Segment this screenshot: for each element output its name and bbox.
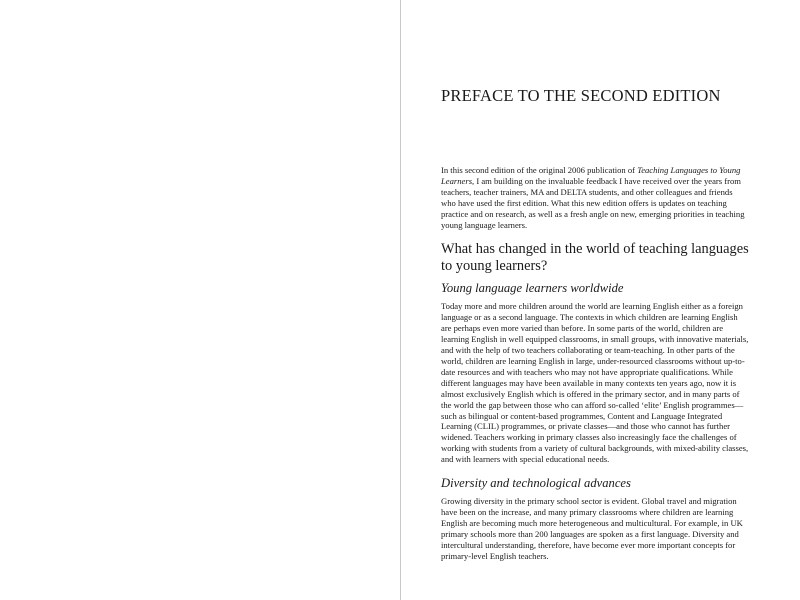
book-title: Teaching Languages to Young Learners [441, 165, 741, 186]
right-page [401, 0, 800, 600]
intro-paragraph [441, 165, 749, 230]
subsection-heading-worldwide: Young language learners worldwide [441, 281, 624, 296]
diversity-paragraph: Growing diversity in the primary school sector is evident. Global travel and migration have been on the increase, and many primary classrooms where children are learning English are becoming much more heterogeneous and multicultural. For example, in UK primary schools more than 200 languages are spoken as a first language. Diversity and intercultural understanding, therefore, have become ever more important concepts for primary-level English teachers. [441, 496, 743, 561]
worldwide-paragraph: Today more and more children around the world are learning English either as a foreign language or as a second language. The contexts in which children are learning English are perhaps even more varied than before. In some parts of the world, children are learning English in well equipped classrooms, in small groups, with innovative materials, and with the help of two teachers collaborating or team-teaching. In other parts of the world, children are learning English in large, under-resourced classrooms without up-to-date resources and with teachers who may not have appropriate qualifications. While different languages may have been available in many contexts ten years ago, now it is almost exclusively English which is offered in the primary sector, and in many parts of the world the gap between those who can afford so-called ‘elite’ English programmes—such as bilingual or content-based programmes, Content and Language Integrated Learning (CLIL) programmes, or private classes—and those who cannot has further widened. Teachers working in primary classes also increasingly face the challenges of working with students from a variety of cultural backgrounds, with mixed-ability classes, and with learners with special educational needs. [441, 301, 749, 465]
subsection-heading-diversity: Diversity and technological advances [441, 476, 631, 491]
intro-text-start: In this second edition of the original 2006 publication of [441, 165, 638, 175]
section-heading: What has changed in the world of teaching languages to young learners? [441, 241, 749, 275]
page-title: PREFACE TO THE SECOND EDITION [441, 86, 721, 105]
page-content [441, 86, 749, 561]
intro-text-end: , I am building on the invaluable feedback I have received over the years from teachers, teacher trainers, MA and DELTA students, and other colleagues and friends who have used the first edition. What this new edition offers is updates on teaching practice and on research, as well as a fresh angle on new, emerging priorities in teaching young language learners. [441, 175, 745, 230]
